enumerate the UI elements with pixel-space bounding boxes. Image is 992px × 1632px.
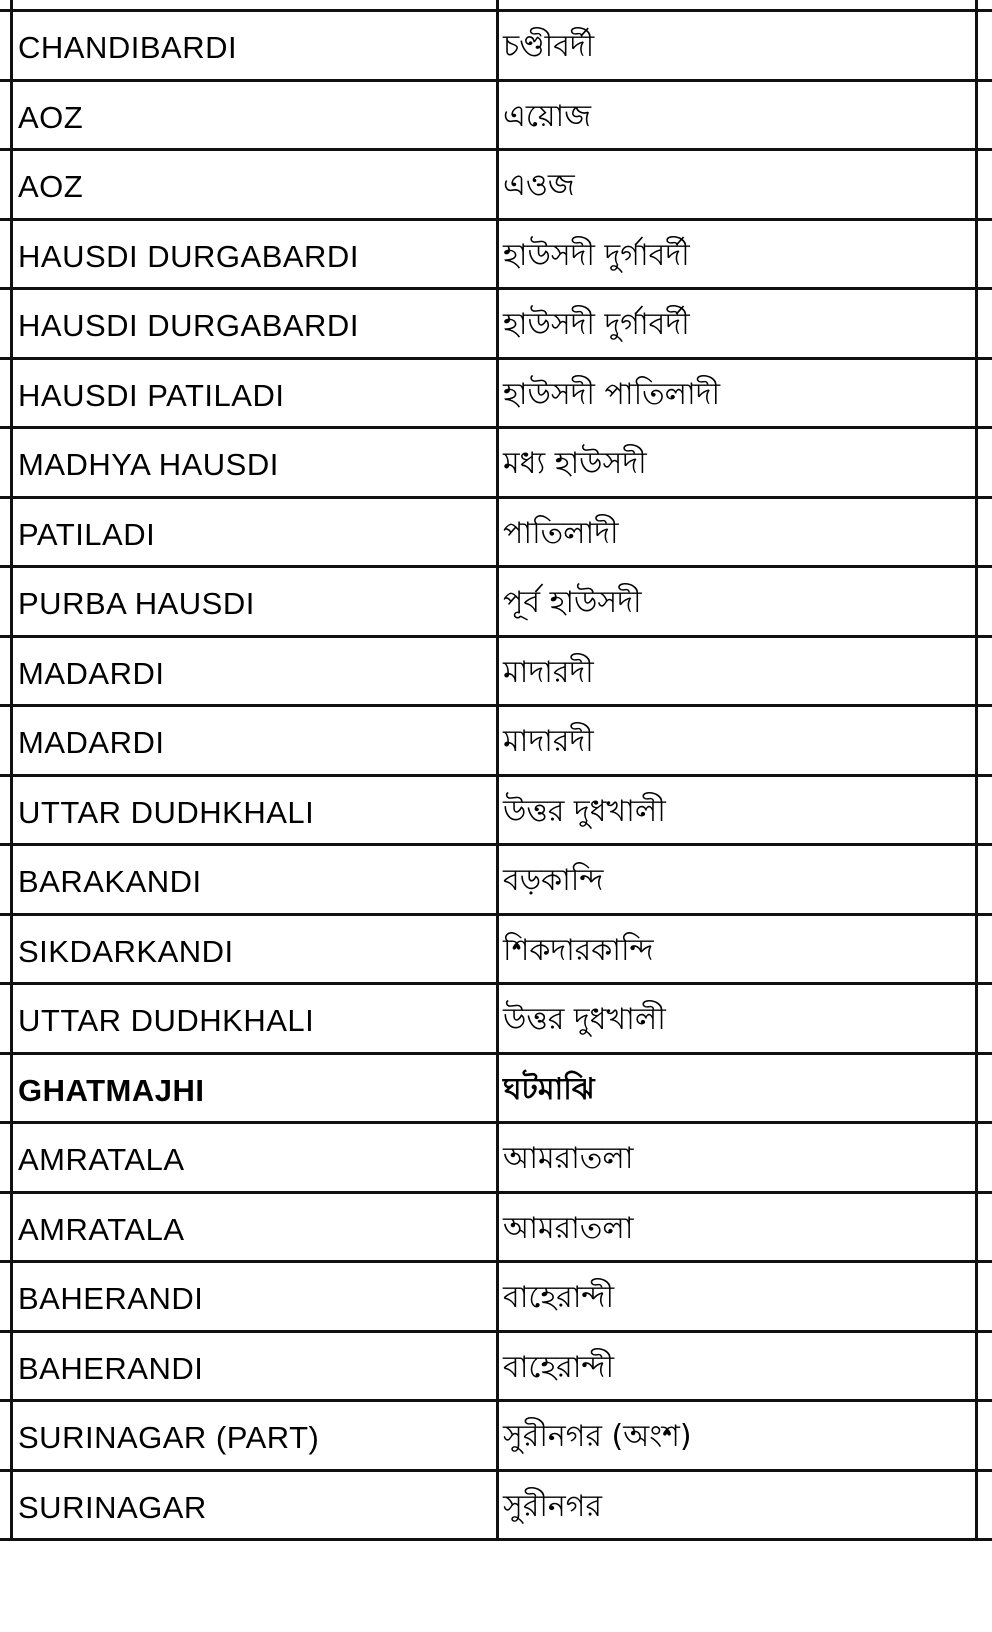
- table-row: [0, 1472, 992, 1542]
- bengali-name-cell: পাতিলাদী: [503, 515, 619, 551]
- table-row: [0, 499, 992, 569]
- english-name-cell: AOZ: [18, 99, 84, 135]
- english-name-cell: SIKDARKANDI: [18, 933, 234, 969]
- column-border: [975, 1333, 978, 1400]
- table-row: [0, 1124, 992, 1194]
- column-border: [496, 1124, 499, 1191]
- column-border: [10, 985, 13, 1052]
- column-border: [975, 290, 978, 357]
- bengali-name-cell: বড়কান্দি: [503, 863, 604, 898]
- table-row: [0, 916, 992, 986]
- bengali-name-cell: হাউসদী দুর্গাবর্দী: [503, 237, 690, 273]
- column-border: [10, 1402, 13, 1469]
- table-top-stub: [0, 0, 992, 12]
- bengali-name-cell: মাদারদী: [503, 654, 594, 690]
- table-row: [0, 1263, 992, 1333]
- column-border: [10, 568, 13, 635]
- table-row: [0, 1194, 992, 1264]
- english-name-cell: PATILADI: [18, 516, 156, 552]
- column-border: [496, 360, 499, 427]
- column-border: [975, 846, 978, 913]
- column-border: [496, 916, 499, 983]
- column-border: [496, 151, 499, 218]
- bengali-name-cell: আমরাতলা: [503, 1141, 634, 1176]
- english-name-cell: PURBA HAUSDI: [18, 586, 255, 622]
- table-row: [0, 82, 992, 152]
- column-border: [496, 499, 499, 566]
- bengali-name-cell: হাউসদী দুর্গাবর্দী: [503, 307, 690, 342]
- table-row: [0, 360, 992, 430]
- column-border: [975, 568, 978, 635]
- bengali-name-cell: বাহেরান্দী: [503, 1280, 615, 1315]
- column-border: [496, 221, 499, 288]
- column-border: [975, 221, 978, 288]
- column-border: [496, 985, 499, 1052]
- column-border: [975, 985, 978, 1052]
- bengali-name-cell: চণ্ডীবর্দী: [503, 29, 595, 64]
- column-border: [10, 1194, 13, 1261]
- column-border-left: [10, 0, 13, 9]
- column-border: [975, 707, 978, 774]
- column-border: [496, 82, 499, 149]
- bengali-name-cell: আমরাতলা: [503, 1210, 634, 1246]
- bengali-name-cell: মাদারদী: [503, 724, 594, 759]
- table-row: [0, 221, 992, 291]
- column-border: [10, 151, 13, 218]
- english-name-cell: GHATMAJHI: [18, 1072, 205, 1108]
- bengali-name-cell: উত্তর দুধখালী: [503, 1002, 666, 1037]
- column-border: [496, 1402, 499, 1469]
- table-row: [0, 1333, 992, 1403]
- bengali-name-cell: মধ্য হাউসদী: [503, 446, 647, 481]
- table-row: [0, 707, 992, 777]
- table-row: [0, 1402, 992, 1472]
- bengali-name-cell: ঘটমাঝি: [503, 1071, 595, 1107]
- table-body: [0, 12, 992, 1541]
- table-row: [0, 290, 992, 360]
- column-border: [975, 1194, 978, 1261]
- column-border: [975, 1124, 978, 1191]
- english-name-cell: MADARDI: [18, 725, 165, 761]
- english-name-cell: MADHYA HAUSDI: [18, 447, 279, 483]
- column-border: [496, 12, 499, 79]
- column-border: [496, 290, 499, 357]
- column-border: [10, 429, 13, 496]
- column-border: [496, 638, 499, 705]
- table-row: [0, 985, 992, 1055]
- column-border: [975, 12, 978, 79]
- column-border: [496, 1263, 499, 1330]
- column-border: [496, 846, 499, 913]
- column-border: [10, 82, 13, 149]
- english-name-cell: BARAKANDI: [18, 864, 202, 900]
- english-name-cell: UTTAR DUDHKHALI: [18, 1003, 315, 1039]
- column-border-middle: [496, 0, 499, 9]
- column-border: [10, 846, 13, 913]
- column-border: [10, 1055, 13, 1122]
- column-border: [975, 916, 978, 983]
- english-name-cell: SURINAGAR: [18, 1489, 207, 1525]
- english-name-cell: BAHERANDI: [18, 1350, 204, 1386]
- column-border: [10, 290, 13, 357]
- column-border: [10, 12, 13, 79]
- column-border: [975, 1402, 978, 1469]
- table-row: [0, 846, 992, 916]
- column-border: [10, 221, 13, 288]
- column-border: [496, 568, 499, 635]
- column-border: [10, 638, 13, 705]
- column-border: [10, 777, 13, 844]
- bengali-name-cell: সুরীনগর: [503, 1488, 602, 1524]
- column-border: [975, 1055, 978, 1122]
- english-name-cell: AMRATALA: [18, 1211, 185, 1247]
- column-border: [10, 360, 13, 427]
- column-border: [975, 777, 978, 844]
- english-name-cell: UTTAR DUDHKHALI: [18, 794, 315, 830]
- column-border: [496, 1055, 499, 1122]
- column-border: [975, 638, 978, 705]
- table-row: [0, 151, 992, 221]
- column-border: [496, 777, 499, 844]
- column-border: [496, 429, 499, 496]
- column-border: [10, 707, 13, 774]
- table-row: [0, 568, 992, 638]
- column-border: [975, 1472, 978, 1539]
- table-row: [0, 638, 992, 708]
- column-border: [10, 1263, 13, 1330]
- table-row: [0, 1055, 992, 1125]
- english-name-cell: AOZ: [18, 169, 84, 205]
- table-row: [0, 429, 992, 499]
- column-border: [975, 360, 978, 427]
- english-name-cell: AMRATALA: [18, 1142, 185, 1178]
- column-border: [496, 1333, 499, 1400]
- column-border: [496, 1194, 499, 1261]
- column-border: [10, 499, 13, 566]
- english-name-cell: CHANDIBARDI: [18, 30, 238, 66]
- column-border-right: [975, 0, 978, 9]
- table-row: [0, 777, 992, 847]
- english-name-cell: SURINAGAR (PART): [18, 1420, 320, 1456]
- bengali-name-cell: বাহেরান্দী: [503, 1349, 615, 1385]
- column-border: [975, 429, 978, 496]
- column-border: [975, 82, 978, 149]
- english-name-cell: MADARDI: [18, 655, 165, 691]
- column-border: [10, 1472, 13, 1539]
- english-name-cell: BAHERANDI: [18, 1281, 204, 1317]
- bengali-name-cell: এওজ: [503, 168, 575, 203]
- bengali-name-cell: উত্তর দুধখালী: [503, 793, 666, 829]
- bengali-name-cell: পূর্ব হাউসদী: [503, 585, 642, 620]
- english-name-cell: HAUSDI DURGABARDI: [18, 308, 359, 344]
- bengali-name-cell: এয়োজ: [503, 98, 592, 134]
- column-border: [10, 1333, 13, 1400]
- bengali-name-cell: শিকদারকান্দি: [503, 932, 654, 968]
- column-border: [496, 707, 499, 774]
- table-row: [0, 12, 992, 82]
- english-name-cell: HAUSDI DURGABARDI: [18, 238, 359, 274]
- column-border: [10, 1124, 13, 1191]
- bengali-name-cell: হাউসদী পাতিলাদী: [503, 376, 721, 412]
- column-border: [10, 916, 13, 983]
- english-name-cell: HAUSDI PATILADI: [18, 377, 285, 413]
- column-border: [975, 499, 978, 566]
- column-border: [975, 151, 978, 218]
- bengali-name-cell: সুরীনগর (অংশ): [503, 1419, 692, 1454]
- column-border: [496, 1472, 499, 1539]
- column-border: [975, 1263, 978, 1330]
